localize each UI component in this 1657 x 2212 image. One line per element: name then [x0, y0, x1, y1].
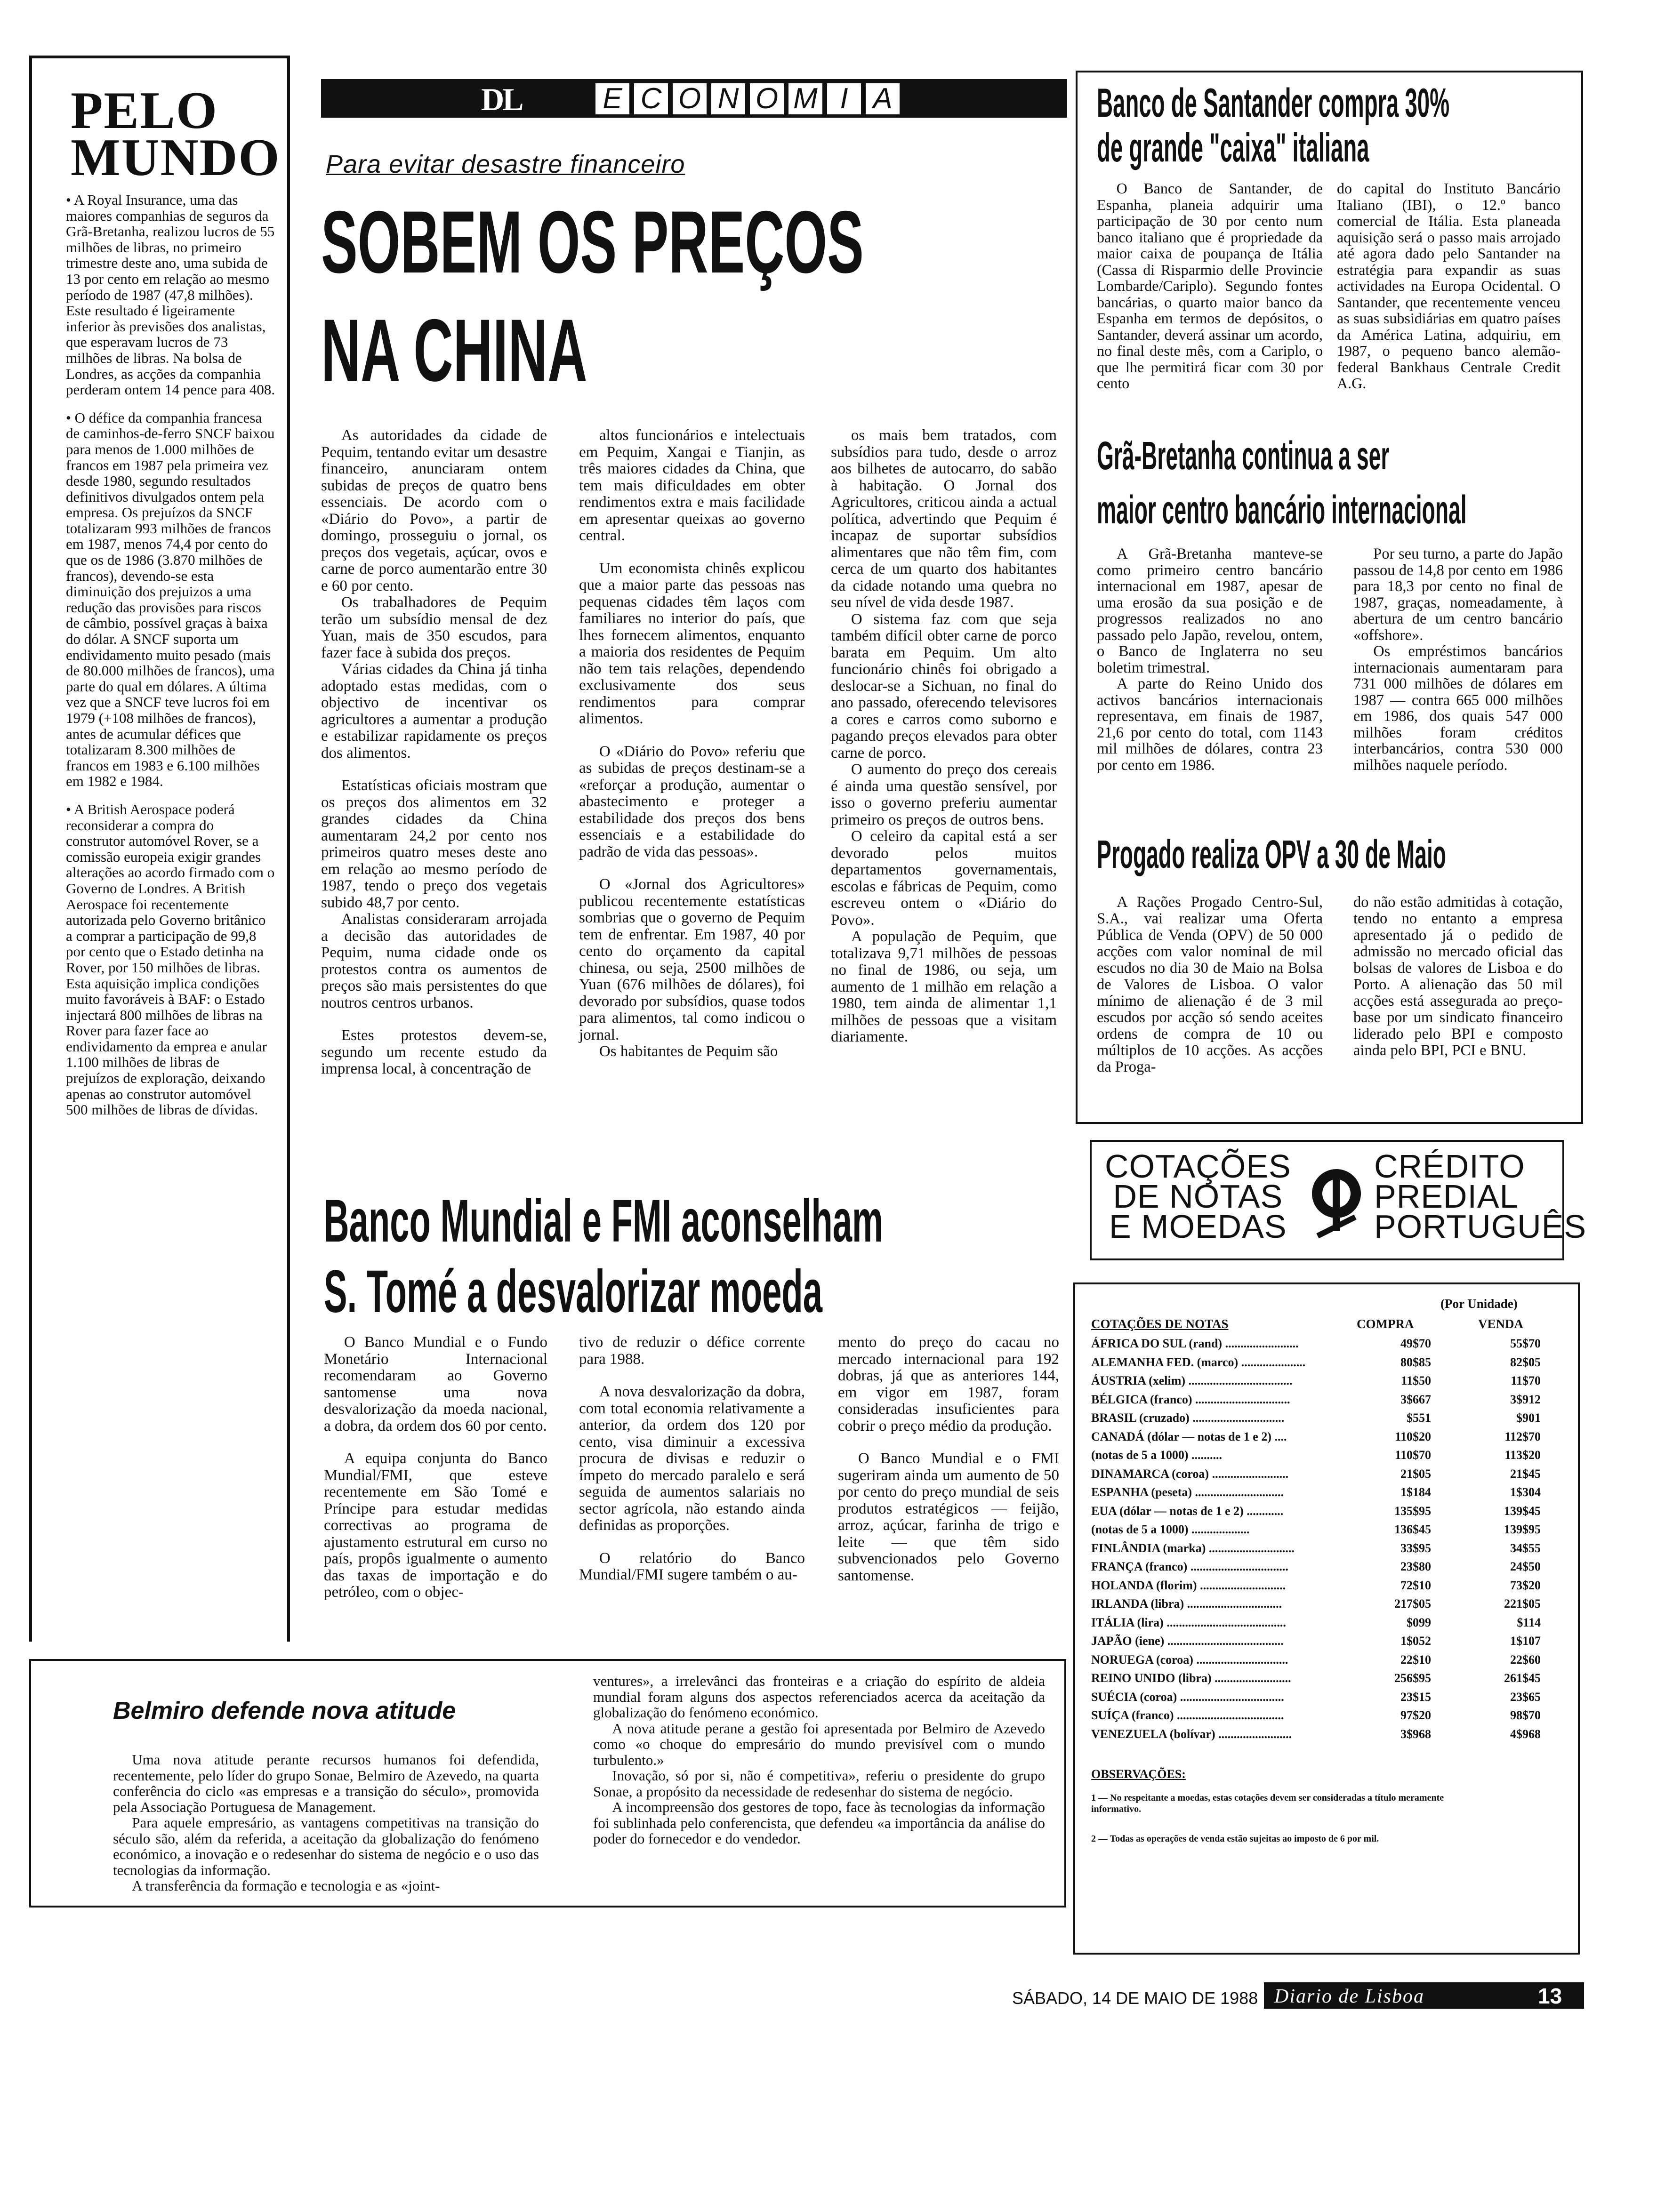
paragraph: O celeiro da capital está a ser devorado pelos muitos departamentos governamentais, escolas e fábricas de Pequim, como escreveu ontem o «Diário do Povo». — [831, 828, 1057, 929]
gb-column-1 — [1097, 546, 1323, 773]
rate-buy: 110$70 — [1395, 1448, 1431, 1462]
china-column-1 — [321, 427, 547, 1078]
rate-row — [1091, 1467, 1609, 1485]
paragraph: O «Jornal dos Agricultores» publicou recentemente estatísticas sombrias que o governo de Pequim tem de enfrentar. Em 1987, 40 por cento do orçamento da capital chinesa, ou seja, 2500 milhões de Yuan (676 milhões de dólares), foi devorado por subsídios, quase todos para alimentos, tal como indicou o jornal. — [579, 876, 805, 1043]
rate-row — [1091, 1337, 1609, 1354]
paragraph: do capital do Instituto Bancário Italiano (IBI), o 12.º banco comercial de Itália. Esta planeada aquisição será o passo mais arrojado até agora dado pelo Santander na estratégia para expandir as suas actividades na Europa Ocidental. O Santander, que recentemente venceu as suas subsidiárias em quatro países da América Latina, adquiriu, em 1987, o pequeno banco alemão-federal Bankhaus Centrale Credit A.G. — [1337, 180, 1560, 392]
rate-buy: 256$95 — [1394, 1671, 1431, 1685]
china-kicker: Para evitar desastre financeiro — [326, 150, 685, 178]
paragraph: Estatísticas oficiais mostram que os preços dos alimentos em 32 grandes cidades da China aumentaram 24,2 por cento nos primeiros quatro meses deste ano em relação ao mesmo período de 1987, tendo o preço dos vegetais subido 48,7 por cento. — [321, 777, 547, 911]
rate-sell: 3$912 — [1510, 1392, 1541, 1406]
gb-headline-line1: Grã-Bretanha continua a ser — [1097, 433, 1390, 478]
rate-sell: 82$05 — [1510, 1355, 1541, 1369]
footer-date: SÁBADO, 14 DE MAIO DE 1988 — [1012, 1988, 1258, 2008]
paragraph: O aumento do preço dos cereais é ainda uma questão sensível, por isso o governo preferiu aumentar primeiro os preços de outros bens. — [831, 761, 1057, 828]
rate-row — [1091, 1485, 1609, 1503]
paragraph: O sistema faz com que seja também difícil obter carne de porco barata em Pequim. Um alto funcionário chinês foi obrigado a deslocar-se a Sichuan, no final do ano passado, oferecendo televisores a cores e carros como suborno e pagando preços elevados para obter carne de porco. — [831, 610, 1057, 761]
belmiro-headline: Belmiro defende nova atitude — [113, 1697, 456, 1724]
china-column-3 — [831, 427, 1057, 1046]
banner-right-line: CRÉDITO — [1374, 1148, 1525, 1185]
paragraph: A nova desvalorização da dobra, com total economia relativamente a anterior, da ordem dos 120 por cento, visa diminuir a excessiva procura de divisas e reduzir o ímpeto do mercado paralelo e será seguida de aumentos salariais no sector agrícola, não estando ainda definidas as proporções. — [579, 1383, 805, 1534]
observacoes-label: OBSERVAÇÕES: — [1091, 1767, 1186, 1781]
rate-sell: $114 — [1517, 1615, 1541, 1629]
cotacoes-banner — [1090, 1140, 1587, 1260]
header-sell: VENDA — [1478, 1317, 1524, 1331]
rate-row — [1091, 1430, 1609, 1448]
paragraph: altos funcionários e intelectuais em Pequim, Xangai e Tianjin, as três maiores cidades da China, que tem mais dificuldades em obter rendimentos extra e mais facilidade em apresentar queixas ao governo central. — [579, 427, 805, 544]
paragraph: Várias cidades da China já tinha adoptado estas medidas, com o objectivo de incentivar os agricultores a aumentar a produção e estabilizar rapidamente os preços dos alimentos. — [321, 661, 547, 761]
header-buy: COMPRA — [1357, 1317, 1414, 1331]
rate-currency: ITÁLIA (lira) ....................................... — [1091, 1615, 1286, 1629]
santander-headline-line2: de grande "caixa" italiana — [1097, 125, 1369, 170]
observacao-2: 2 — Todas as operações de venda estão sujeitas ao imposto de 6 por mil. — [1091, 1834, 1379, 1844]
paragraph: O Banco Mundial e o Fundo Monetário Internacional recomendaram ao Governo santomense uma nova desvalorização da moeda nacional, a dobra, da ordem dos 60 por cento. — [324, 1334, 547, 1435]
banner-letter: E — [594, 82, 631, 116]
paragraph: Os trabalhadores de Pequim terão um subsídio mensal de dez Yuan, mais de 350 escudos, para fazer face à subida dos preços. — [321, 594, 547, 661]
rate-currency: CANADÁ (dólar — notas de 1 e 2) .... — [1091, 1429, 1287, 1443]
banner-right-line: PORTUGUÊS — [1374, 1208, 1587, 1245]
rate-row — [1091, 1616, 1609, 1634]
banner-letter: C — [633, 82, 669, 116]
rate-sell: 1$304 — [1510, 1485, 1541, 1499]
rate-buy: 110$20 — [1395, 1429, 1431, 1443]
paragraph: Analistas consideraram arrojada a decisão das autoridades de Pequim, numa cidade onde os protestos contra os aumentos de preços são mais persistentes do que noutros centros urbanos. — [321, 911, 547, 1011]
footer-nameplate — [1264, 1982, 1584, 2009]
paragraph: A parte do Reino Unido dos activos bancários internacionais representava, em finais de 1987, 21,6 por cento do total, com 1143 mil milhões de dólares, contra 23 por cento em 1986. — [1097, 675, 1323, 774]
rate-buy: 1$184 — [1400, 1485, 1431, 1499]
credito-predial-title — [1374, 1148, 1587, 1245]
rate-currency: NORUEGA (coroa) .............................. — [1091, 1652, 1288, 1667]
china-column-2 — [579, 427, 805, 1060]
rate-sell: 55$70 — [1510, 1337, 1541, 1350]
rate-sell: 4$968 — [1510, 1727, 1541, 1741]
progado-headline: Progado realiza OPV a 30 de Maio — [1097, 832, 1447, 876]
gb-column-2 — [1353, 546, 1563, 773]
banner-left-line: DE NOTAS — [1113, 1178, 1283, 1215]
paragraph: Para aquele empresário, as vantagens competitivas na transição do século são, além da referida, a aceitação da globalização do fenómeno económico, a inovação e o redesenhar do sistema de negócio e o uso das tecnologias da informação. — [113, 1814, 539, 1878]
china-headline-line1: SOBEM OS PREÇOS — [321, 192, 864, 291]
rate-sell: 98$70 — [1510, 1708, 1541, 1722]
rate-currency: (notas de 5 a 1000) ................... — [1091, 1523, 1250, 1536]
bm-column-1 — [324, 1334, 547, 1601]
paragraph: A Rações Progado Centro-Sul, S.A., vai realizar uma Oferta Pública de Venda (OPV) de 50 000 acções com valor nominal de mil escudos no dia 30 de Maio na Bolsa de Valores de Lisboa. O valor mínimo de alienação é de 3 mil escudos por acção só sendo aceites ordens de compra de 10 ou múltiplos de 10 acções. As acções da Proga- — [1097, 894, 1323, 1075]
rate-currency: JAPÃO (iene) ...................................... — [1091, 1634, 1284, 1648]
rate-row — [1091, 1727, 1609, 1745]
economia-letters — [594, 82, 903, 115]
rate-row — [1091, 1708, 1609, 1726]
economia-banner — [321, 79, 1067, 118]
paragraph: A população de Pequim, que totalizava 9,71 milhões de pessoas no final de 1986, ou seja, um aumento de 1 milhão em relação a 1980, tem ainda de alimentar 1,1 milhões de pessoas que a visitam diariamente. — [831, 928, 1057, 1045]
banner-letter: O — [671, 82, 708, 116]
rate-buy: 72$10 — [1400, 1578, 1431, 1592]
rate-currency: FINLÂNDIA (marka) ............................ — [1091, 1541, 1295, 1555]
santander-column-1 — [1097, 180, 1323, 392]
paragraph: tivo de reduzir o défice corrente para 1988. — [579, 1334, 805, 1368]
paragraph: Inovação, só por si, não é competitiva», referiu o presidente do grupo Sonae, a propósito da necessidade de redesenhar do sistema de negócio. — [593, 1767, 1045, 1800]
list-item: • A Royal Insurance, uma das maiores companhias de seguros da Grã-Bretanha, realizou lucros de 55 milhões de libras, no primeiro trimestre deste ano, uma subida de 13 por cento em relação ao mesmo período de 1987 (47,8 milhões). Este resultado é ligeiramente inferior às previsões dos analistas, que esperavam lucros de 73 milhões de libras. Na bolsa de Londres, as acções da companhia perderam ontem 14 pence para 408. — [66, 192, 275, 398]
paragraph: do não estão admitidas à cotação, tendo no entanto a empresa apresentado já o pedido de admissão no mercado oficial das bolsas de valores de Lisboa e do Porto. A alienação das 50 mil acções está assegurada ao preço-base por um sindicato financeiro liderado pelo BPI e composto ainda pelo BPI, PCI e BNU. — [1353, 894, 1563, 1059]
santander-column-2 — [1337, 180, 1560, 392]
rate-row — [1091, 1448, 1609, 1466]
rate-row — [1091, 1355, 1609, 1373]
paragraph: A transferência da formação e tecnologia e as «joint- — [132, 1877, 440, 1894]
rate-currency: ÁUSTRIA (xelim) .................................. — [1091, 1374, 1293, 1387]
rate-currency: BÉLGICA (franco) ............................... — [1091, 1392, 1290, 1406]
rate-sell: 1$107 — [1510, 1634, 1541, 1648]
rate-currency: EUA (dólar — notas de 1 e 2) ............ — [1091, 1504, 1284, 1518]
title-line1: PELO — [71, 81, 218, 140]
rate-buy: 11$50 — [1401, 1374, 1431, 1387]
paragraph: Uma nova atitude perante recursos humanos foi defendida, recentemente, pelo líder do grupo Sonae, Belmiro de Azevedo, na quarta conferência do ciclo «as empresas e a transição do século», promovida pela Associação Portuguesa de Management. — [113, 1751, 539, 1815]
rate-sell: 139$45 — [1504, 1504, 1541, 1518]
rate-currency: ESPANHA (peseta) ............................. — [1091, 1485, 1284, 1499]
rate-sell: 112$70 — [1504, 1429, 1541, 1443]
rate-buy: 97$20 — [1400, 1708, 1431, 1722]
rate-row — [1091, 1690, 1609, 1708]
banner-letter: I — [826, 82, 862, 116]
rate-sell: 23$65 — [1510, 1690, 1541, 1704]
rate-currency: FRANÇA (franco) ................................ — [1091, 1560, 1288, 1573]
rate-row — [1091, 1504, 1609, 1522]
rate-buy: 217$05 — [1394, 1597, 1431, 1611]
top-border-rule — [29, 56, 290, 58]
rate-buy: 135$95 — [1394, 1504, 1431, 1518]
belmiro-column-1 — [113, 1752, 539, 1894]
rate-row — [1091, 1560, 1609, 1578]
banner-left-line: COTAÇÕES — [1105, 1148, 1291, 1185]
rate-buy: 1$052 — [1400, 1634, 1431, 1648]
rate-row — [1091, 1393, 1609, 1411]
rate-currency: BRASIL (cruzado) .............................. — [1091, 1411, 1285, 1425]
rate-currency: ÁFRICA DO SUL (rand) ........................ — [1091, 1337, 1299, 1350]
rate-sell: 11$70 — [1511, 1374, 1541, 1387]
rate-row — [1091, 1579, 1609, 1596]
rate-row — [1091, 1671, 1609, 1689]
belmiro-column-2 — [593, 1673, 1045, 1847]
rate-buy: 80$85 — [1400, 1355, 1431, 1369]
list-item: • O défice da companhia francesa de caminhos-de-ferro SNCF baixou para menos de 1.000 milhões de francos em 1987 pela primeira vez desde 1980, segundo resultados definitivos divulgados ontem pela empresa. Os prejuízos da SNCF totalizaram 993 milhões de francos em 1987, menos 74,4 por cento do que os de 1986 (3.870 milhões de francos), devendo-se esta diminuição dos prejuizos a uma redução das provisões para riscos de câmbio, possível graças à baixa do dólar. A SNCF suporta um endividamento muito pesado (mais de 80.000 milhões de francos), uma parte do qual em dólares. A última vez que a SNCF teve lucros foi em 1979 (+108 milhões de francos), antes de acumular défices que totalizaram 8.300 milhões de francos em 1983 e 6.100 milhões em 1982 e 1984. — [66, 409, 275, 790]
rate-currency: IRLANDA (libra) ............................... — [1091, 1597, 1282, 1611]
rate-sell: 113$20 — [1504, 1448, 1541, 1462]
rate-currency: SUÍÇA (franco) ................................... — [1091, 1708, 1284, 1722]
cotacoes-title — [1105, 1148, 1291, 1245]
rate-sell: 24$50 — [1510, 1560, 1541, 1573]
banner-right-line: PREDIAL — [1374, 1178, 1519, 1215]
rate-buy: 33$95 — [1400, 1541, 1431, 1555]
rate-sell: 221$05 — [1504, 1597, 1541, 1611]
rate-sell: 73$20 — [1510, 1578, 1541, 1592]
banner-letter: A — [864, 82, 901, 116]
left-border-rule — [29, 56, 32, 1642]
bm-column-2 — [579, 1334, 805, 1584]
progado-column-2 — [1353, 894, 1563, 1059]
bm-column-3 — [838, 1334, 1059, 1584]
rate-buy: 3$667 — [1400, 1392, 1431, 1406]
title-line2: MUNDO — [71, 128, 281, 187]
rate-buy: 49$70 — [1400, 1337, 1431, 1350]
paragraph: A equipa conjunta do Banco Mundial/FMI, que esteve recentemente em São Tomé e Príncipe para estudar medidas correctivas ao programa de ajustamento estrutural em curso no país, propôs igualmente o aumento das taxas de importação e do petróleo, com o objec- — [324, 1450, 547, 1601]
rate-row — [1091, 1541, 1609, 1559]
paragraph: Por seu turno, a parte do Japão passou de 14,8 por cento em 1986 para 18,3 por cento no final de 1987, graças, nomeadamente, à abertura de um centro bancário «offshore». — [1353, 545, 1563, 644]
paragraph: A Grã-Bretanha manteve-se como primeiro centro bancário internacional em 1987, apesar de uma erosão da sua posição e de progressos realizados no ano passado pelo Japão, revelou, ontem, o Banco de Inglaterra no seu boletim trimestral. — [1097, 545, 1323, 676]
paragraph: O «Diário do Povo» referiu que as subidas de preços destinam-se a «reforçar a produção, aumentar o abastecimento e proteger a estabilidade dos preços dos bens essenciais e a estabilidade do padrão de vida das pessoas». — [579, 743, 805, 860]
banner-letter: N — [710, 82, 747, 116]
dl-logo: DL — [481, 81, 522, 117]
paragraph: mento do preço do cacau no mercado internacional para 192 dobras, já que as anteriores 144, em vigor em 1987, foram consideradas insuficientes para cobrir o preço médio da produção. — [838, 1334, 1059, 1435]
rate-sell: 261$45 — [1504, 1671, 1541, 1685]
pelo-mundo-title — [71, 81, 281, 187]
header-name: COTAÇÕES DE NOTAS — [1091, 1317, 1229, 1331]
banner-letter: O — [748, 82, 785, 116]
footer-paper-name: Diario de Lisboa — [1274, 1986, 1425, 2007]
rate-currency: ALEMANHA FED. (marco) ..................... — [1091, 1355, 1306, 1369]
rate-buy: 22$10 — [1400, 1652, 1431, 1667]
rate-sell: $901 — [1516, 1411, 1541, 1425]
banner-letter: M — [787, 82, 824, 116]
rates-table — [1091, 1337, 1571, 1751]
rate-buy: 23$15 — [1400, 1690, 1431, 1704]
rate-currency: HOLANDA (florim) ............................ — [1091, 1578, 1286, 1592]
bm-headline-line2: S. Tomé a desvalorizar moeda — [324, 1258, 823, 1325]
rate-row — [1091, 1523, 1609, 1540]
paragraph: A nova atitude perane a gestão foi apresentada por Belmiro de Azevedo como «o choque do empresário do mundo previsível com o mundo turbulento.» — [593, 1720, 1045, 1768]
rate-currency: DINAMARCA (coroa) ......................... — [1091, 1467, 1289, 1481]
rate-buy: 136$45 — [1394, 1523, 1431, 1536]
unit-note: (Por Unidade) — [1440, 1297, 1518, 1311]
paragraph: As autoridades da cidade de Pequim, tentando evitar um desastre financeiro, anunciaram ontem subidas de preços de quatro bens essenciais. De acordo com o «Diário do Povo», a partir de domingo, prosseguiu o jornal, os preços dos vegetais, açúcar, ovos e carne de porco aumentarão entre 30 e 60 por cento. — [321, 427, 547, 594]
gb-headline-line2: maior centro bancário internacional — [1097, 488, 1467, 532]
rate-row — [1091, 1411, 1609, 1429]
rate-buy: $099 — [1407, 1615, 1431, 1629]
rate-row — [1091, 1597, 1609, 1615]
pelo-mundo-list — [66, 192, 275, 1130]
rate-currency: (notas de 5 a 1000) .......... — [1091, 1448, 1223, 1462]
progado-column-1 — [1097, 894, 1323, 1075]
rate-currency: REINO UNIDO (libra) ......................... — [1091, 1671, 1291, 1685]
rate-sell: 21$45 — [1510, 1467, 1541, 1481]
china-headline-line2: NA CHINA — [321, 301, 587, 400]
rate-sell: 34$55 — [1510, 1541, 1541, 1555]
rate-buy: $551 — [1407, 1411, 1431, 1425]
bm-headline-line1: Banco Mundial e FMI aconselham — [324, 1187, 884, 1255]
paragraph: O relatório do Banco Mundial/FMI sugere também o au- — [579, 1549, 805, 1583]
paragraph: Os empréstimos bancários internacionais aumentaram para 731 000 milhões de dólares em 1987 — contra 665 000 milhões em 1986, dos quais 547 000 milhões foram créditos interbancários, contra 530 000 milhões naquele período. — [1353, 643, 1563, 774]
rate-row — [1091, 1653, 1609, 1671]
credito-predial-logo-icon — [1308, 1156, 1365, 1245]
rate-buy: 3$968 — [1400, 1727, 1431, 1741]
rate-row — [1091, 1634, 1609, 1652]
banner-left-line: E MOEDAS — [1109, 1208, 1287, 1245]
rate-currency: VENEZUELA (bolívar) ........................ — [1091, 1727, 1292, 1741]
santander-headline-line1: Banco de Santander compra 30% — [1097, 80, 1450, 126]
footer-page-number: 13 — [1538, 1984, 1562, 2008]
paragraph: Estes protestos devem-se, segundo um recente estudo da imprensa local, à concentração de — [321, 1027, 547, 1077]
observacao-1: 1 — No respeitante a moedas, estas cotações devem ser consideradas a título meramente informativo. — [1091, 1793, 1444, 1814]
right-border-rule — [287, 56, 290, 1642]
paragraph: O Banco Mundial e o FMI sugeriram ainda um aumento de 50 por cento do preço mundial de seis produtos estratégicos — feijão, arroz, açúcar, farinha de trigo e leite — que têm sido subvencionados pelo Governo santomense. — [838, 1450, 1059, 1584]
rate-sell: 22$60 — [1510, 1652, 1541, 1667]
paragraph: os mais bem tratados, com subsídios para tudo, desde o arroz aos bilhetes de autocarro, do sabão à habitação. O Jornal dos Agricultores, criticou ainda a actual política, advertindo que Pequim é incapaz de suportar subsídios alimentares que não têm fim, com cerca de um quarto dos habitantes da cidade notando uma quebra no seu nível de vida desde 1987. — [831, 427, 1057, 611]
paragraph: O Banco de Santander, de Espanha, planeia adquirir uma participação de 30 por cento num banco italiano que é propriedade da maior caixa de poupança de Itália (Cassa di Risparmio delle Provincie Lombarde/Cariplo). Segundo fontes bancárias, o quarto maior banco da Espanha em termos de depósitos, o Santander, deverá assinar um acordo, no final deste mês, com a Cariplo, o que lhe permitirá ficar com 30 por cento — [1097, 180, 1323, 392]
rate-buy: 23$80 — [1400, 1560, 1431, 1573]
paragraph: A incompreensão dos gestores de topo, face às tecnologias da informação foi sublinhada pelo conferencista, que defendeu «a importância da análise do poder do fornecedor e do vendedor. — [593, 1799, 1045, 1847]
paragraph: Um economista chinês explicou que a maior parte das pessoas nas pequenas cidades têm laços com familiares no interior do país, que lhes fornecem alimentos, enquanto a maioria dos residentes de Pequim não tem tais relações, dependendo exclusivamente dos seus rendimentos para comprar alimentos. — [579, 560, 805, 727]
rate-currency: SUÉCIA (coroa) .................................. — [1091, 1690, 1284, 1704]
list-item: • A British Aerospace poderá reconsiderar a compra do construtor automóvel Rover, se a comissão europeia exigir grandes alterações ao acordo firmado com o Governo de Londres. A British Aerospace foi recentemente autorizada pelo Governo britânico a comprar a participação de 99,8 por cento que o Estado detinha na Rover, por 150 milhões de libras. Esta aquisição implica condições muito favoráveis à BAF: o Estado injectará 800 milhões de libras na Rover para fazer face ao endividamento da emprea e anular 1.100 milhões de libras de prejuízos de exploração, deixando apenas ao construtor automóvel 500 milhões de libras de dívidas. — [66, 801, 275, 1118]
paragraph: ventures», a irrelevânci das fronteiras e a criação do espírito de aldeia mundial foram alguns dos aspectos referenciados acerca da aceitação da globalização do fenómeno económico. — [593, 1673, 1045, 1721]
paragraph: Os habitantes de Pequim são — [599, 1043, 778, 1060]
rate-sell: 139$95 — [1504, 1523, 1541, 1536]
rate-buy: 21$05 — [1400, 1467, 1431, 1481]
rate-row — [1091, 1374, 1609, 1392]
